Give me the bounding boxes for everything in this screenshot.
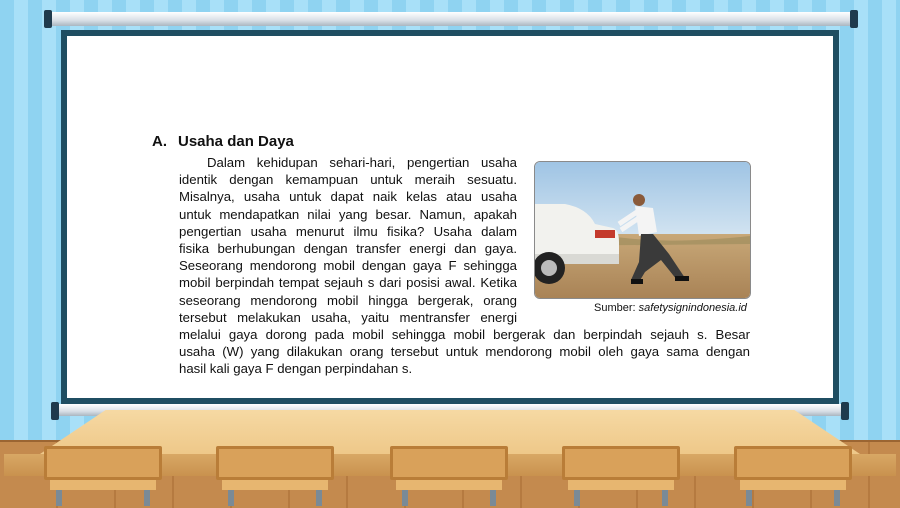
paragraph-line: pengertian usaha menurut ilmu fisika? Usaha dalam <box>179 223 517 239</box>
paragraph-line: seseorang mendorong mobil hingga bergerak, orang <box>179 292 517 308</box>
chair <box>734 446 852 506</box>
paragraph-line: mobil berpindah tempat sejauh s dari posisi awal. Ketika <box>179 275 517 291</box>
paragraph-line: tersebut melakukan usaha, yaitu mentransfer energi <box>179 309 517 325</box>
rod-cap-right <box>841 402 849 420</box>
chair-leg <box>402 490 408 506</box>
paragraph-line: Dalam kehidupan sehari-hari, pengertian usaha <box>207 155 517 170</box>
chair-leg <box>834 490 840 506</box>
image-caption <box>594 302 747 314</box>
chair-seat <box>396 480 502 490</box>
rod-cap-right <box>850 10 858 28</box>
section-title: Usaha dan Daya <box>178 133 294 150</box>
paragraph-line: Seseorang mendorong mobil dengan gaya F sehingga <box>179 258 517 274</box>
projector-screen-top-rod <box>48 12 854 26</box>
man-pushing-car-photo <box>534 161 751 299</box>
chair-back <box>216 446 334 480</box>
chair-back <box>562 446 680 480</box>
chair-seat <box>740 480 846 490</box>
chair-leg <box>746 490 752 506</box>
chair-leg <box>490 490 496 506</box>
caption-prefix: Sumber: <box>594 302 639 314</box>
photo-illustration <box>535 162 750 298</box>
paragraph-line: fisika berhubungan dengan transfer energi dan gaya. <box>179 241 517 257</box>
chair-leg <box>144 490 150 506</box>
chair-leg <box>316 490 322 506</box>
rod-cap-left <box>51 402 59 420</box>
chair-back <box>390 446 508 480</box>
paragraph-wrapped-column <box>179 154 517 326</box>
chair-seat <box>222 480 328 490</box>
section-number: A. <box>152 133 167 150</box>
paragraph-line: untuk mendapatkan nilai yang besar. Namun, apakah <box>179 206 517 222</box>
paragraph-line: melalui gaya dorong pada mobil sehingga mobil bergerak dan berpindah sejauh s. Besar <box>179 327 750 342</box>
paragraph-line: usaha (W) yang dilakukan orang tersebut untuk mendorong mobil oleh gaya sama dengan <box>179 344 750 360</box>
section-heading <box>152 133 294 150</box>
chair-back <box>734 446 852 480</box>
chair <box>216 446 334 506</box>
chair-seat <box>50 480 156 490</box>
caption-source: safetysignindonesia.id <box>638 302 747 314</box>
paragraph-line: hasil kali gaya F dengan perpindahan s. <box>179 361 413 377</box>
chair <box>44 446 162 506</box>
chair <box>390 446 508 506</box>
chair-leg <box>574 490 580 506</box>
paragraph-line: identik dengan kemampuan untuk meraih sesuatu. <box>179 172 517 188</box>
chair-leg <box>662 490 668 506</box>
chair <box>562 446 680 506</box>
paragraph-full-width <box>179 326 750 378</box>
chair-back <box>44 446 162 480</box>
chair-leg <box>56 490 62 506</box>
chair-seat <box>568 480 674 490</box>
rod-cap-left <box>44 10 52 28</box>
chair-leg <box>228 490 234 506</box>
paragraph-line: Misalnya, usaha untuk dapat naik kelas atau usaha <box>179 189 517 205</box>
